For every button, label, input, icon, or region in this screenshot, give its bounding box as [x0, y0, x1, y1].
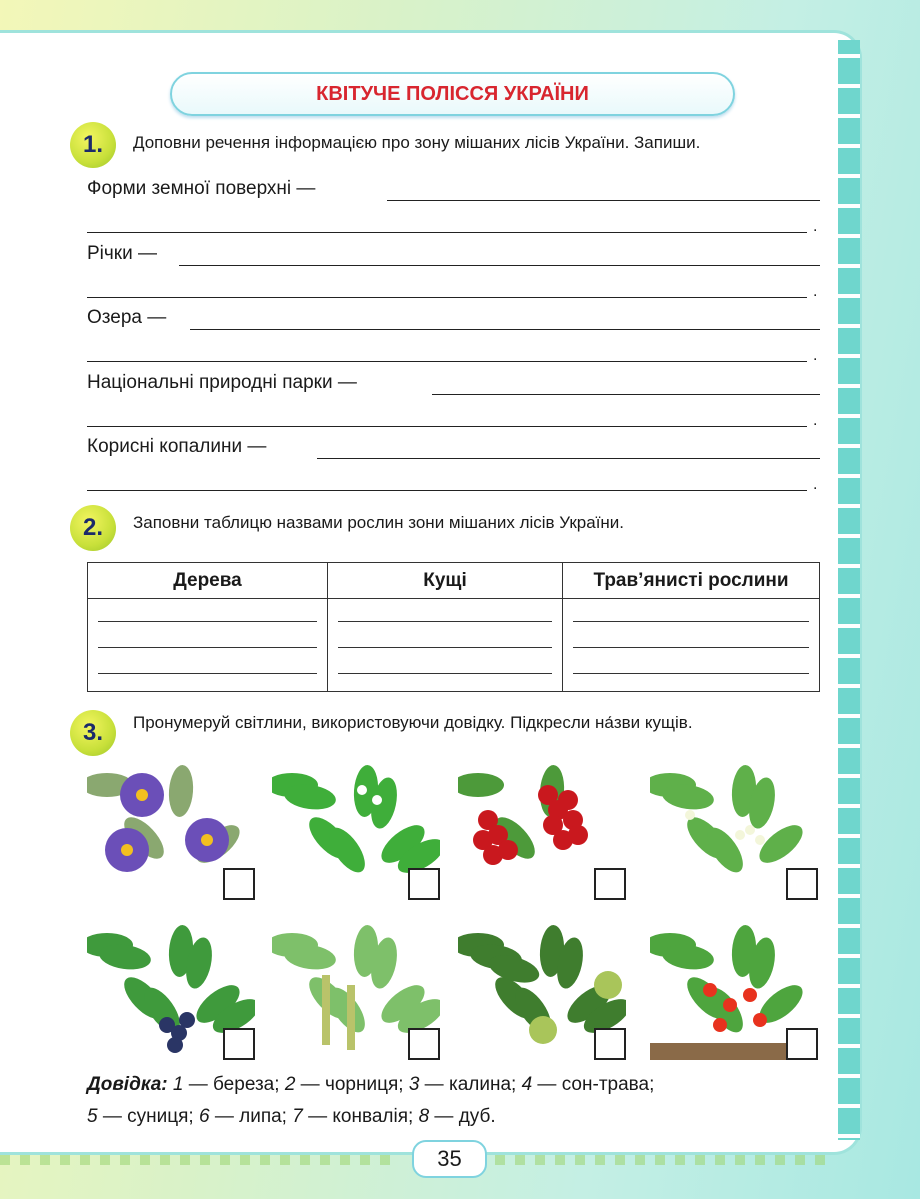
- photo-linden: [650, 755, 818, 900]
- ref-number: 4: [521, 1074, 533, 1095]
- field-label: Озера —: [87, 307, 167, 328]
- photo-oak: [458, 915, 626, 1060]
- task1-instruction: Доповни речення інформацією про зону мішаних лісів України. Запиши.: [133, 133, 701, 152]
- answer-line-continued[interactable]: [87, 232, 807, 233]
- period: .: [813, 282, 818, 300]
- task-badge-2: 2.: [70, 505, 116, 551]
- reference-line-1: [87, 1074, 654, 1096]
- ref-plant: — липа;: [209, 1106, 293, 1127]
- trees-answer-cell[interactable]: [88, 599, 328, 692]
- field-label: Корисні копалини —: [87, 436, 267, 457]
- photo-viburnum: [458, 755, 626, 900]
- reference-label: Довідка:: [87, 1074, 168, 1095]
- ref-number: 5: [87, 1106, 98, 1127]
- page-number: 35: [412, 1140, 487, 1178]
- answer-line[interactable]: [317, 458, 820, 459]
- answer-line[interactable]: [179, 265, 820, 266]
- ref-number: 3: [408, 1074, 420, 1095]
- number-box[interactable]: [223, 1028, 255, 1060]
- field-label: Національні природні парки —: [87, 371, 357, 393]
- herbs-answer-cell[interactable]: [563, 599, 820, 692]
- task-badge-3: 3.: [70, 710, 116, 756]
- answer-line[interactable]: [432, 394, 820, 395]
- ref-plant: — суниця;: [97, 1106, 199, 1127]
- field-label: Форми земної поверхні —: [87, 178, 316, 199]
- task-badge-1: 1.: [70, 122, 116, 168]
- number-box[interactable]: [786, 1028, 818, 1060]
- reference-line-2: [87, 1106, 496, 1128]
- ref-number: 1: [172, 1074, 184, 1095]
- ref-plant: — дуб.: [429, 1106, 496, 1127]
- answer-line[interactable]: [190, 329, 820, 330]
- photo-strawberry: [650, 915, 818, 1060]
- answer-line-continued[interactable]: [87, 426, 807, 427]
- decor-dots-bottom-right: [495, 1155, 835, 1165]
- task2-instruction: Заповни таблицю назвами рослин зони мішаних лісів України.: [133, 513, 625, 532]
- period: .: [813, 476, 818, 493]
- number-box[interactable]: [594, 868, 626, 900]
- number-box[interactable]: [223, 868, 255, 900]
- ref-number: 6: [198, 1106, 210, 1127]
- photo-blueberry: [87, 915, 255, 1060]
- ref-number: 8: [418, 1106, 430, 1127]
- ref-plant: — сон-трава;: [532, 1074, 655, 1095]
- ref-plant: — чорниця;: [295, 1074, 409, 1095]
- number-box[interactable]: [408, 868, 440, 900]
- ref-plant: — конвалія;: [302, 1106, 419, 1127]
- task3-instruction: Пронумеруй світлини, використовуючи довідку. Підкресли на́зви кущів.: [133, 713, 693, 732]
- ref-plant: — калина;: [419, 1074, 522, 1095]
- page-title: КВІТУЧЕ ПОЛІССЯ УКРАЇНИ: [170, 72, 735, 116]
- ref-number: 2: [284, 1074, 296, 1095]
- answer-line[interactable]: [387, 200, 820, 201]
- col-shrubs: Кущі: [328, 563, 563, 599]
- answer-line-continued[interactable]: [87, 297, 807, 298]
- ref-plant: — береза;: [183, 1074, 285, 1095]
- answer-line-continued[interactable]: [87, 361, 807, 362]
- number-box[interactable]: [408, 1028, 440, 1060]
- plants-table: [87, 562, 820, 692]
- number-box[interactable]: [786, 868, 818, 900]
- decor-strip: [838, 40, 860, 1140]
- period: .: [813, 218, 818, 235]
- col-trees: Дерева: [88, 563, 328, 599]
- photo-lily-of-the-valley: [272, 755, 440, 900]
- number-box[interactable]: [594, 1028, 626, 1060]
- ref-number: 7: [292, 1106, 303, 1127]
- period: .: [813, 347, 818, 364]
- photo-birch: [272, 915, 440, 1060]
- shrubs-answer-cell[interactable]: [328, 599, 563, 692]
- field-label: Річки —: [87, 242, 157, 264]
- answer-line-continued[interactable]: [87, 490, 807, 491]
- photo-pasque-flower: [87, 755, 255, 900]
- period: .: [813, 411, 818, 429]
- col-herbs: Трав’янисті рослини: [563, 563, 820, 599]
- decor-dots-bottom: [0, 1155, 400, 1165]
